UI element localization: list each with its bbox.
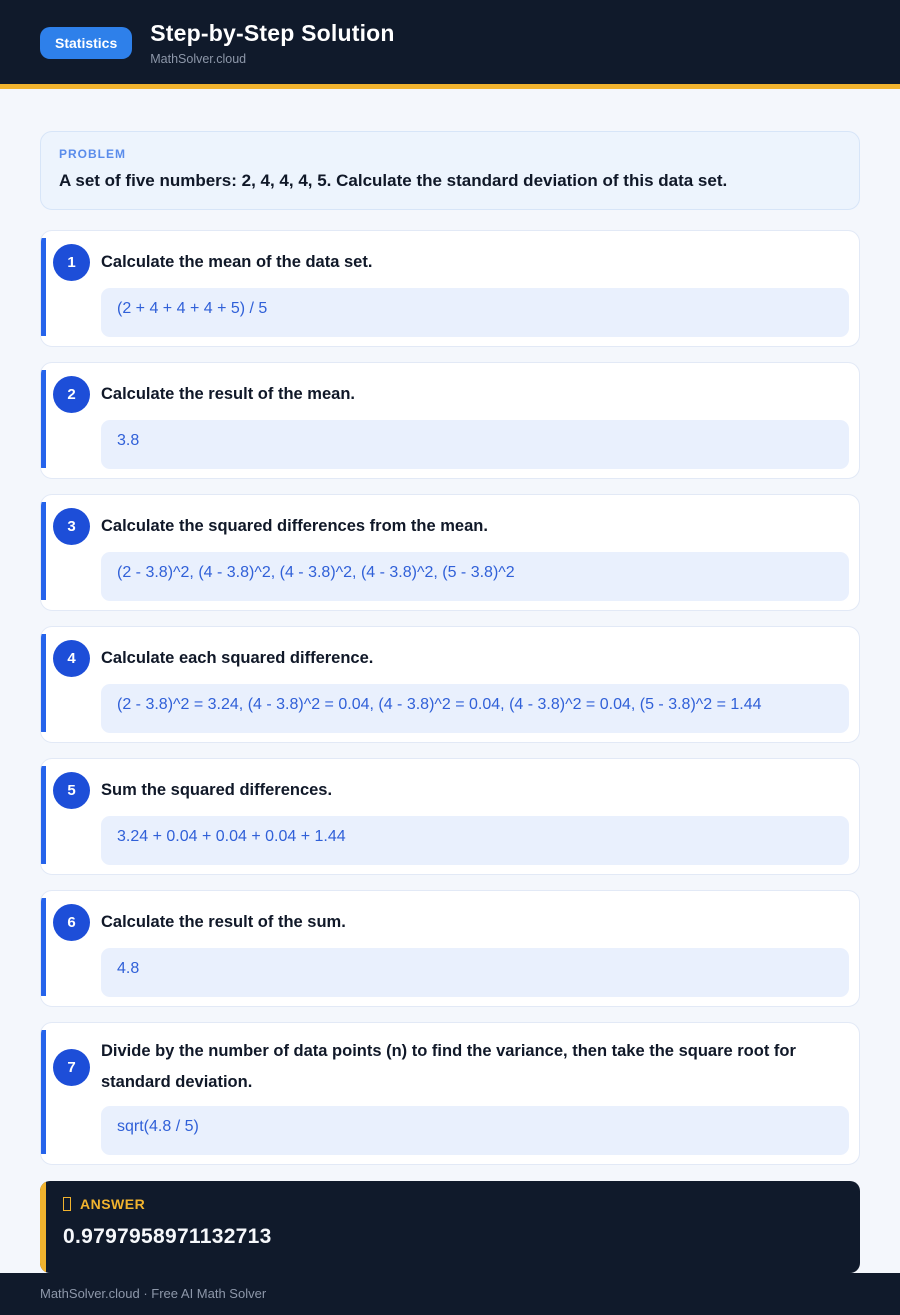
step-title: Calculate the mean of the data set. bbox=[101, 252, 373, 271]
step-formula-box: (2 + 4 + 4 + 4 + 5) / 5 bbox=[101, 288, 849, 337]
step-card bbox=[40, 890, 860, 1007]
page-title: Step-by-Step Solution bbox=[150, 20, 395, 46]
answer-label: ANSWER bbox=[80, 1195, 146, 1212]
step-number-badge: 6 bbox=[53, 904, 90, 941]
problem-card bbox=[40, 131, 860, 210]
step-card bbox=[40, 758, 860, 875]
step-formula-box: sqrt(4.8 / 5) bbox=[101, 1106, 849, 1155]
step-title: Calculate the squared differences from the mean. bbox=[101, 516, 488, 535]
step-number-badge: 2 bbox=[53, 376, 90, 413]
step-formula-box: (2 - 3.8)^2, (4 - 3.8)^2, (4 - 3.8)^2, (4 - 3.8)^2, (5 - 3.8)^2 bbox=[101, 552, 849, 601]
step-card bbox=[40, 1022, 860, 1165]
problem-text: A set of five numbers: 2, 4, 4, 4, 5. Calculate the standard deviation of this data set. bbox=[59, 171, 728, 190]
footer-text: MathSolver.cloud · Free AI Math Solver bbox=[40, 1286, 267, 1302]
solution-content bbox=[0, 89, 900, 1273]
step-title: Sum the squared differences. bbox=[101, 780, 333, 799]
problem-label: PROBLEM bbox=[59, 147, 126, 161]
step-number-badge: 3 bbox=[53, 508, 90, 545]
answer-value: 0.9797958971132713 bbox=[63, 1224, 272, 1248]
site-name: MathSolver.cloud bbox=[150, 52, 247, 66]
step-header bbox=[53, 508, 849, 545]
step-title: Calculate the result of the sum. bbox=[101, 912, 346, 931]
step-header bbox=[53, 904, 849, 941]
page-footer bbox=[0, 1273, 900, 1315]
step-title: Calculate each squared difference. bbox=[101, 648, 374, 667]
step-header bbox=[53, 772, 849, 809]
category-badge[interactable]: Statistics bbox=[40, 27, 132, 59]
step-formula-box: 3.8 bbox=[101, 420, 849, 469]
answer-card bbox=[40, 1181, 860, 1273]
step-header bbox=[53, 640, 849, 677]
step-card bbox=[40, 494, 860, 611]
step-title: Divide by the number of data points (n) to find the variance, then take the square root for standard deviation. bbox=[101, 1042, 796, 1092]
step-number-badge: 5 bbox=[53, 772, 90, 809]
step-card bbox=[40, 626, 860, 743]
header-title-block bbox=[150, 20, 394, 66]
step-formula-box: 3.24 + 0.04 + 0.04 + 0.04 + 1.44 bbox=[101, 816, 849, 865]
step-card bbox=[40, 362, 860, 479]
step-number-badge: 4 bbox=[53, 640, 90, 677]
answer-label-row bbox=[63, 1196, 840, 1212]
answer-glyph-icon bbox=[63, 1197, 71, 1211]
step-header bbox=[53, 1036, 849, 1099]
step-number-badge: 7 bbox=[53, 1049, 90, 1086]
step-number-badge: 1 bbox=[53, 244, 90, 281]
page-header bbox=[0, 0, 900, 84]
step-card bbox=[40, 230, 860, 347]
step-header bbox=[53, 244, 849, 281]
step-header bbox=[53, 376, 849, 413]
step-formula-box: (2 - 3.8)^2 = 3.24, (4 - 3.8)^2 = 0.04, (4 - 3.8)^2 = 0.04, (4 - 3.8)^2 = 0.04, (5 - 3.8)^2 = 1.44 bbox=[101, 684, 849, 733]
step-formula-box: 4.8 bbox=[101, 948, 849, 997]
step-title: Calculate the result of the mean. bbox=[101, 384, 355, 403]
steps-list bbox=[40, 230, 860, 1165]
